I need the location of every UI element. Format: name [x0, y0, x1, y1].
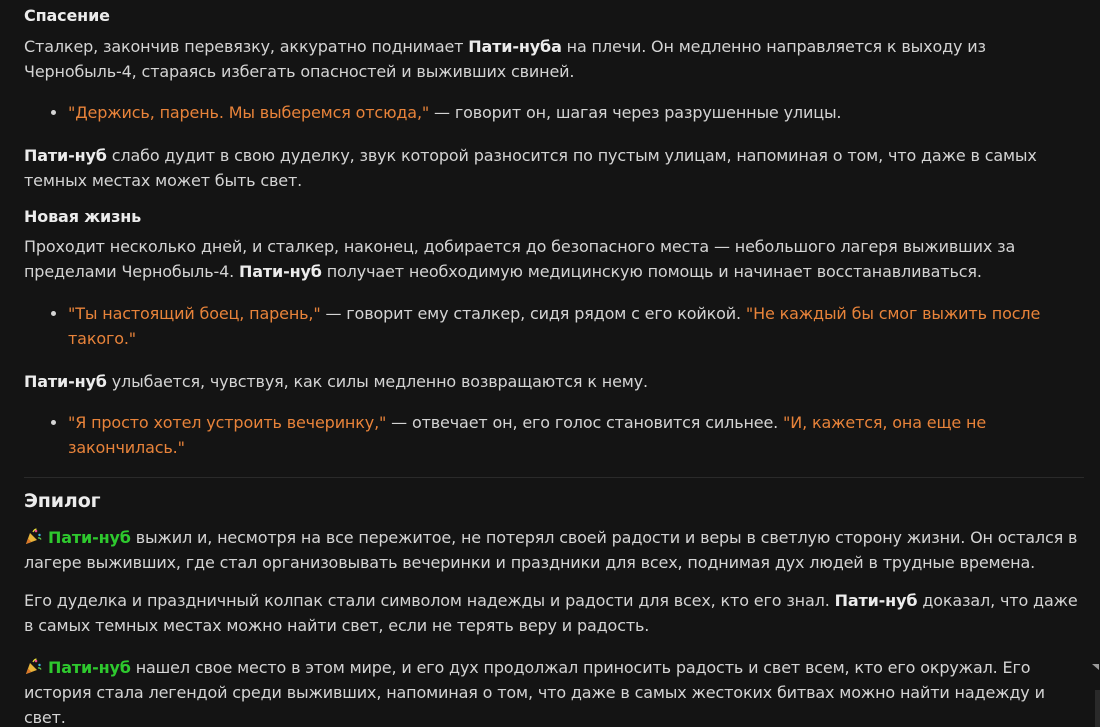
text-run: на плечи. Он медленно направляется к выходу из Чернобыль-4, стараясь избегать опасностей и выживших свиней.: [24, 37, 986, 81]
party-popper-icon: [24, 658, 42, 676]
paragraph-new-life-1: [24, 234, 1086, 284]
list-item: [68, 301, 1068, 351]
text-run: Сталкер, закончив перевязку, аккуратно поднимает: [24, 37, 469, 56]
list-item: [68, 100, 1068, 125]
quote: "И, кажется, она еще не закончилась.": [68, 413, 987, 457]
text-run: выжил и, несмотря на все пережитое, не потерял своей радости и веры в светлую сторону жизни. Он остался в лагере выживших, где стал организовывать вечеринки и праздники для всех, поднимая дух людей в трудные времена.: [24, 528, 1078, 572]
text-run: улыбается, чувствуя, как силы медленно возвращаются к нему.: [106, 372, 648, 391]
text-run: доказал, что даже в самых темных местах можно найти свет, если не терять веру и радость.: [24, 591, 1078, 635]
bullet-icon: [51, 420, 56, 425]
paragraph-epilogue-1: [24, 525, 1086, 575]
paragraph-epilogue-3: [24, 655, 1086, 727]
bold-name: Пати-нуба: [468, 37, 562, 56]
quote: "Не каждый бы смог выжить после такого.": [68, 304, 1041, 348]
quote: "Я просто хотел устроить вечеринку,": [68, 413, 387, 432]
highlighted-name: Пати-нуб: [48, 658, 131, 677]
text-run: — говорит он, шагая через разрушенные улицы.: [429, 103, 842, 122]
section-heading-epilogue: Эпилог: [24, 490, 101, 512]
text-run: слабо дудит в свою дуделку, звук которой разносится по пустым улицам, напоминая о том, что даже в самых темных местах может быть свет.: [24, 146, 1037, 190]
highlighted-name: Пати-нуб: [48, 528, 131, 547]
section-heading-new-life: Новая жизнь: [24, 207, 142, 226]
text-run: — отвечает он, его голос становится сильнее.: [386, 413, 784, 432]
text-run: Проходит несколько дней, и сталкер, наконец, добирается до безопасного места — небольшого лагеря выживших за пределами Чернобыль-4.: [24, 237, 1016, 281]
bold-name: Пати-нуб: [239, 262, 322, 281]
bold-name: Пати-нуб: [24, 146, 107, 165]
text-run: Его дуделка и праздничный колпак стали символом надежды и радости для всех, кто его знал.: [24, 591, 835, 610]
party-popper-icon: [24, 528, 42, 546]
section-heading-rescue: Спасение: [24, 6, 110, 25]
paragraph-rescue-2: [24, 143, 1086, 193]
quote: "Держись, парень. Мы выберемся отсюда,": [68, 103, 430, 122]
quote: "Ты настоящий боец, парень,": [68, 304, 321, 323]
list-item: [68, 410, 1068, 460]
bullet-icon: [51, 110, 56, 115]
bold-name: Пати-нуб: [24, 372, 107, 391]
bullet-icon: [51, 311, 56, 316]
text-run: — говорит ему сталкер, сидя рядом с его койкой.: [320, 304, 746, 323]
section-divider: [24, 477, 1084, 478]
paragraph-epilogue-2: [24, 588, 1086, 638]
bold-name: Пати-нуб: [834, 591, 918, 610]
paragraph-new-life-2: [24, 369, 1086, 394]
text-run: нашел свое место в этом мире, и его дух продолжал приносить радость и свет всем, кто его окружал. Его история стала легендой среди выживших, напоминая о том, что даже в самых жестоких битвах можно найти надежду и свет.: [24, 658, 1045, 727]
scroll-down-icon[interactable]: [1090, 650, 1100, 727]
paragraph-rescue-1: [24, 34, 1086, 84]
text-run: получает необходимую медицинскую помощь и начинает восстанавливаться.: [321, 262, 982, 281]
